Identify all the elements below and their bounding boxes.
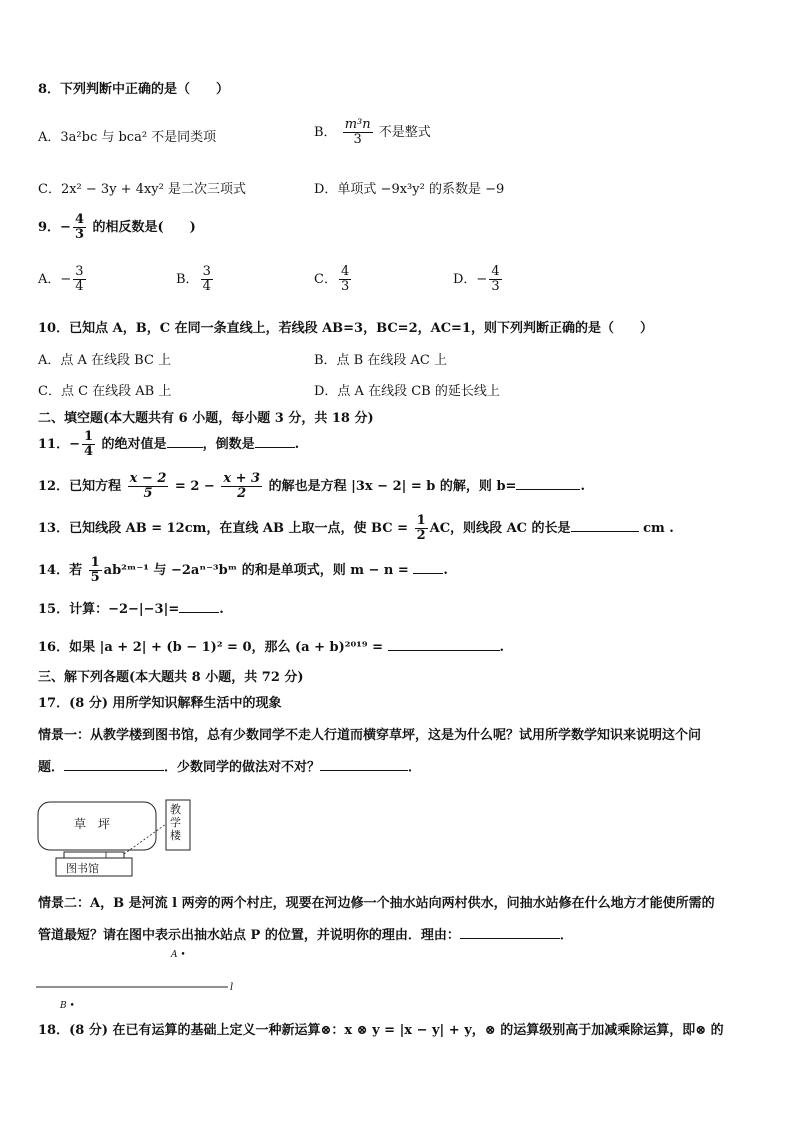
q16-text: 16．如果 |a + 2| + (b − 1)² = 0，那么 (a + b)²⁰¹⁹ = <box>38 640 388 655</box>
fraction-denominator: 4 <box>75 279 84 294</box>
q16-end: . <box>499 640 505 655</box>
teaching-building-char: 学 <box>170 816 181 829</box>
q9-option-d <box>453 265 504 294</box>
q15-text: 15．计算：−2−|−3|= <box>38 602 180 617</box>
q14-text: ab²ᵐ⁻¹ 与 −2aⁿ⁻³bᵐ 的和是单项式，则 m − n = <box>103 563 414 578</box>
section-3-heading: 三、解下列各题(本大题共 8 小题，共 72 分) <box>38 670 304 685</box>
q9-fraction <box>73 213 86 242</box>
q8-option-b-fraction <box>343 118 373 147</box>
q13-prefix: 13．已知线段 AB = 12cm，在直线 AB 上取一点，使 BC = <box>38 521 413 536</box>
fraction-numerator: 4 <box>340 264 350 279</box>
fraction-numerator: 1 <box>90 555 100 570</box>
fraction-numerator: 3 <box>202 264 211 279</box>
q11-text: 的绝对值是 <box>97 437 167 452</box>
fraction-numerator: 4 <box>491 264 500 279</box>
fraction-numerator: x + 3 <box>223 471 261 486</box>
answer-blank[interactable] <box>516 477 580 490</box>
fraction-denominator: 2 <box>237 486 247 501</box>
q12 <box>38 472 585 501</box>
q8-option-d: D．单项式 −9x³y² 的系数是 −9 <box>314 182 505 197</box>
q8-option-b-label: B． <box>314 125 337 140</box>
answer-blank[interactable] <box>320 758 408 771</box>
fraction-denominator: 3 <box>340 279 350 294</box>
q14-end: . <box>443 563 448 578</box>
library-label: 图书馆 <box>66 862 99 875</box>
section-2-heading: 二、填空题(本大题共有 6 小题，每小题 3 分，共 18 分) <box>38 411 374 426</box>
q9-option-b <box>176 265 215 294</box>
river-line <box>36 984 236 990</box>
fraction-numerator: 1 <box>416 513 426 528</box>
fraction-denominator: 3 <box>353 132 362 147</box>
q11-prefix: 11．− <box>38 437 80 452</box>
teaching-building-char: 教 <box>170 803 181 816</box>
q13-end: cm . <box>638 521 674 536</box>
q8-option-a: A．3a²bc 与 bca² 不是同类项 <box>38 130 217 145</box>
answer-blank[interactable] <box>255 435 295 448</box>
answer-blank[interactable] <box>388 638 500 651</box>
q9-prefix: 9．− <box>38 220 71 235</box>
q17-text: 题． <box>38 760 65 775</box>
q9-option-a <box>38 265 88 294</box>
q11 <box>38 430 299 459</box>
river-label: l <box>230 982 234 993</box>
fraction-denominator: 2 <box>416 528 426 543</box>
option-label: A．− <box>38 272 72 287</box>
point-b-label: B • <box>60 1001 75 1011</box>
q16 <box>38 638 504 658</box>
point-a-label: A • <box>171 950 186 960</box>
q14-prefix: 14．若 <box>38 563 87 578</box>
answer-blank[interactable] <box>413 561 443 574</box>
q8-option-b <box>314 118 431 147</box>
q13 <box>38 514 674 543</box>
q15-end: . <box>219 602 224 617</box>
fraction-denominator: 4 <box>83 444 94 459</box>
q17-text: ．少数同学的做法对不对？ <box>164 760 321 775</box>
fraction-denominator: 3 <box>74 227 84 242</box>
option-label: D．− <box>453 272 488 287</box>
answer-blank[interactable] <box>571 519 639 532</box>
point-b-letter: B <box>60 1001 67 1011</box>
q12-text: 的解也是方程 |3x − 2| = b 的解，则 b= <box>264 479 517 494</box>
q17-scene1-line2 <box>38 758 421 778</box>
fraction-numerator: m³n <box>344 117 371 132</box>
q17-text: 管道最短？请在图中表示出抽水站点 P 的位置，并说明你的理由．理由： <box>38 928 460 943</box>
q9-suffix: 的相反数是( ) <box>88 220 196 235</box>
q18-stem: 18．(8 分) 在已有运算的基础上定义一种新运算⊗：x ⊗ y = |x − y| + y，⊗ 的运算级别高于加减乘除运算，即⊗ 的 <box>38 1023 724 1038</box>
fraction-denominator: 4 <box>202 279 211 294</box>
fraction-numerator: x − 2 <box>129 471 167 486</box>
answer-blank[interactable] <box>167 435 203 448</box>
q10-option-d: D．点 A 在线段 CB 的延长线上 <box>314 384 500 399</box>
q13-text: AC，则线段 AC 的长是 <box>429 521 571 536</box>
q12-eq: = 2 − <box>170 479 220 494</box>
answer-blank[interactable] <box>460 926 560 939</box>
q14 <box>38 556 448 585</box>
q8-option-b-text: 不是整式 <box>378 125 431 140</box>
q11-text-2: ，倒数是 <box>202 437 255 452</box>
q10-stem: 10．已知点 A，B，C 在同一条直线上，若线段 AB=3，BC=2，AC=1，则下列判断正确的是（ ） <box>38 321 653 336</box>
q17-scene2-line1: 情景二：A，B 是河流 l 两旁的两个村庄，现要在河边修一个抽水站向两村供水，问抽水站修在什么地方才能使所需的 <box>38 896 715 911</box>
q12-end: . <box>580 479 585 494</box>
grass-label: 草 坪 <box>74 817 111 831</box>
q9-option-c <box>314 265 353 294</box>
q17-text: ． <box>559 928 573 943</box>
option-label: B． <box>176 272 199 287</box>
point-a-letter: A <box>171 950 178 960</box>
q9-stem <box>38 213 196 242</box>
library-step-shape <box>64 852 124 858</box>
answer-blank[interactable] <box>179 600 219 613</box>
q17-scene2-line2 <box>38 926 573 946</box>
answer-blank[interactable] <box>64 758 164 771</box>
q11-end: . <box>294 437 300 452</box>
fraction-numerator: 3 <box>75 264 84 279</box>
q17-text: ． <box>408 760 422 775</box>
q12-prefix: 12．已知方程 <box>38 479 126 494</box>
q17-scene1-line1: 情景一：从教学楼到图书馆，总有少数同学不走人行道而横穿草坪，这是为什么呢？试用所学数学知识来说明这个问 <box>38 728 702 743</box>
q17-title: 17．(8 分) 用所学知识解释生活中的现象 <box>38 696 282 711</box>
fraction-denominator: 5 <box>90 570 100 585</box>
teaching-building-char: 楼 <box>170 829 181 842</box>
fraction-numerator: 4 <box>74 212 84 227</box>
fraction-denominator: 5 <box>143 486 153 501</box>
q10-option-b: B．点 B 在线段 AC 上 <box>314 353 447 368</box>
q8-stem: 8．下列判断中正确的是（ ） <box>38 82 230 97</box>
fraction-denominator: 3 <box>491 279 500 294</box>
q15 <box>38 600 224 620</box>
fraction-numerator: 1 <box>83 429 94 444</box>
q8-option-c: C．2x² − 3y + 4xy² 是二次三项式 <box>38 182 246 197</box>
teaching-building-label <box>170 803 184 842</box>
option-label: C． <box>314 272 337 287</box>
q10-option-c: C．点 C 在线段 AB 上 <box>38 384 172 399</box>
q10-option-a: A．点 A 在线段 BC 上 <box>38 353 172 368</box>
